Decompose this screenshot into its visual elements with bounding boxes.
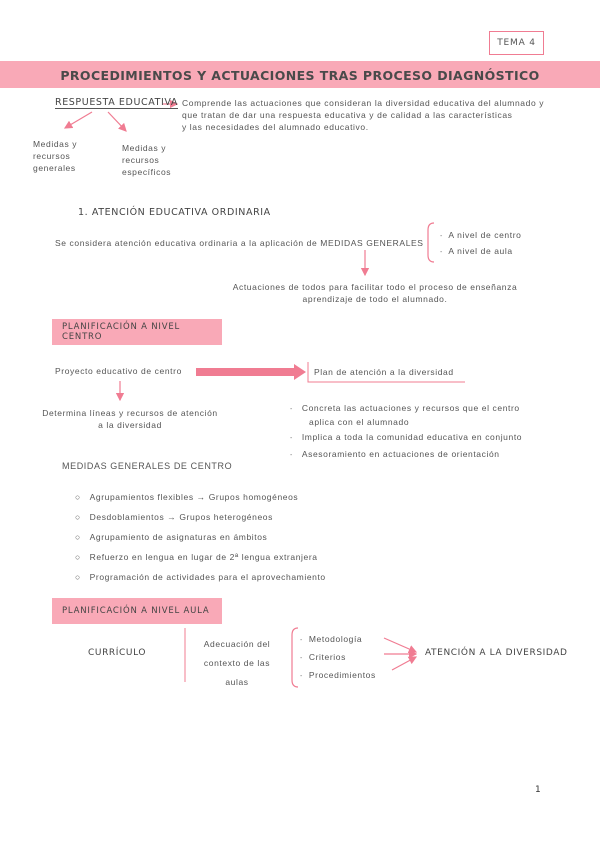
plan-item-3 [290,448,550,462]
medida-item-5-text: Programación de actividades para el aprovechamiento [89,572,326,582]
tab-planificacion-aula: PLANIFICACIÓN A NIVEL AULA [52,598,222,624]
aula-item-3-text: Procedimientos [308,670,376,680]
section1-heading: 1. ATENCIÓN EDUCATIVA ORDINARIA [78,207,271,218]
medida-item-4 [75,547,326,567]
medida-item-1 [75,487,326,507]
branch-especificos [122,142,171,178]
circle-bullet: ○ [75,512,81,522]
proyecto-sub-line2: a la diversidad [98,420,162,430]
nivel-aula-text: A nivel de aula [448,246,513,256]
circle-bullet: ○ [75,532,81,542]
section1-note-line1: Actuaciones de todos para facilitar todo el proceso de enseñanza [232,282,518,292]
section1-desc: Se considera atención educativa ordinaria a la aplicación de MEDIDAS GENERALES [55,238,424,248]
branch-generales-line1: Medidas y [33,139,78,149]
branch-especificos-line1: Medidas y [122,143,167,153]
arrow-branch-especificos [108,112,126,131]
arrow-procedimientos [392,657,416,670]
tema-badge: TEMA 4 [489,31,544,55]
section1-note [230,281,520,305]
medidas-list [75,487,326,587]
branch-especificos-line3: específicos [122,167,172,177]
plan-item-1-text: Concreta las actuaciones y recursos que el centro [301,403,520,413]
medidas-heading: MEDIDAS GENERALES DE CENTRO [62,461,233,471]
dash-bullet: - [290,452,293,459]
dash-bullet: - [440,233,443,240]
medida-item-3-text: Agrupamiento de asignaturas en ámbitos [89,532,268,542]
plan-item-2 [290,431,550,445]
branch-generales-line2: recursos [33,151,71,161]
section1-note-line2: aprendizaje de todo el alumnado. [302,294,448,304]
aula-item-1-text: Metodología [308,634,363,644]
circle-bullet: ○ [75,572,81,582]
brace-niveles [428,223,434,262]
medida-item-2-text: Desdoblamientos → Grupos heterogéneos [89,512,273,522]
proyecto-educativo: Proyecto educativo de centro [55,366,182,376]
proyecto-sub-line1: Determina líneas y recursos de atención [42,408,218,418]
circle-bullet: ○ [75,552,81,562]
nivel-centro-text: A nivel de centro [448,230,522,240]
aula-item-1 [300,631,376,649]
branch-especificos-line2: recursos [122,155,160,165]
respuesta-label: RESPUESTA EDUCATIVA [55,97,178,108]
respuesta-def-line3: y las necesidades del alumnado educativo. [182,122,369,132]
plan-item-1 [290,402,550,416]
circle-bullet: ○ [75,492,81,502]
plan-item-1-cont: aplica con el alumnado [309,417,410,427]
plan-atencion: Plan de atención a la diversidad [314,367,454,377]
arrow-branch-generales [65,112,92,128]
big-arrow-centro [196,364,306,380]
dash-bullet: - [300,673,303,680]
medida-item-2 [75,507,326,527]
brace-aula [292,628,298,687]
tab-planificacion-centro: PLANIFICACIÓN A NIVEL CENTRO [52,319,222,345]
branch-generales-line3: generales [33,163,76,173]
aula-item-2-text: Criterios [308,652,346,662]
medida-item-1-text: Agrupamientos flexibles → Grupos homogéneos [89,492,299,502]
aula-item-3 [300,667,376,685]
curriculo-label: CURRÍCULO [88,648,147,658]
branch-generales [33,138,77,174]
dash-bullet: - [290,435,293,442]
dash-bullet: - [290,406,293,413]
plan-items [290,402,550,462]
aula-items [300,631,376,685]
nivel-centro-item [440,229,521,243]
respuesta-definition [182,97,572,133]
plan-item-3-text: Asesoramiento en actuaciones de orientación [301,449,500,459]
aula-item-2 [300,649,376,667]
adecuacion-line1: Adecuación del [203,639,271,649]
adecuacion-contexto [192,635,282,692]
medida-item-3 [75,527,326,547]
medida-item-4-text: Refuerzo en lengua en lugar de 2ª lengua extranjera [89,552,318,562]
dash-bullet: - [300,655,303,662]
dash-bullet: - [300,637,303,644]
page-number: 1 [535,785,541,795]
medida-item-5 [75,567,326,587]
nivel-aula-item [440,245,513,259]
proyecto-sub [35,407,225,431]
arrow-metodologia [384,638,416,652]
respuesta-def-line2: que tratan de dar una respuesta educativa y de calidad a las características [182,110,513,120]
dash-bullet: - [440,249,443,256]
respuesta-def-line1: Comprende las actuaciones que consideran la diversidad educativa del alumnado y [182,98,545,108]
plan-item-2-text: Implica a toda la comunidad educativa en conjunto [301,432,523,442]
atencion-diversidad: ATENCIÓN A LA DIVERSIDAD [425,648,568,658]
page-title: PROCEDIMIENTOS Y ACTUACIONES TRAS PROCESO DIAGNÓSTICO [60,68,540,83]
adecuacion-line2: contexto de las aulas [203,658,271,687]
